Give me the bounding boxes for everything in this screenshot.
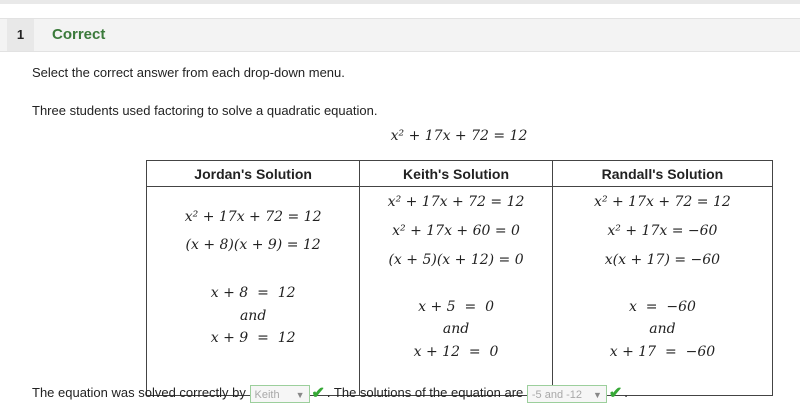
checkmark-icon: ✔ bbox=[311, 384, 325, 402]
keith-solution-cell bbox=[360, 187, 553, 396]
randall-step: and bbox=[649, 321, 676, 337]
randall-step: x + 17 = −60 bbox=[609, 344, 716, 360]
student-dropdown-value: Keith bbox=[254, 388, 280, 401]
randall-step: x² + 17x + 72 = 12 bbox=[594, 194, 731, 210]
randall-step: x = −60 bbox=[628, 299, 696, 315]
chevron-down-icon: ▼ bbox=[592, 389, 602, 400]
answer-text-after: . bbox=[624, 385, 628, 400]
question-header bbox=[0, 18, 800, 52]
randall-solution-cell bbox=[552, 187, 772, 396]
keith-step: x² + 17x + 60 = 0 bbox=[392, 223, 520, 239]
keith-step: x + 5 = 0 bbox=[418, 299, 494, 315]
status-label: Correct bbox=[52, 26, 106, 43]
checkmark-icon: ✔ bbox=[608, 384, 623, 402]
student-dropdown[interactable] bbox=[250, 385, 310, 403]
top-divider bbox=[0, 0, 800, 4]
jordan-step: and bbox=[239, 308, 267, 324]
jordan-step: x² + 17x + 72 = 12 bbox=[184, 209, 322, 225]
keith-step: x + 12 = 0 bbox=[413, 344, 499, 360]
keith-step: and bbox=[442, 321, 470, 337]
chevron-down-icon: ▼ bbox=[295, 389, 305, 400]
question-number: 1 bbox=[7, 19, 34, 51]
solutions-dropdown-value: -5 and -12 bbox=[531, 388, 583, 401]
randall-step: x² + 17x = −60 bbox=[607, 223, 718, 239]
solutions-table bbox=[146, 160, 773, 396]
answer-text-before: The equation was solved correctly by bbox=[32, 385, 246, 400]
jordan-step: x + 8 = 12 bbox=[210, 285, 296, 301]
answer-sentence bbox=[32, 384, 628, 403]
header-jordan: Jordan's Solution bbox=[147, 161, 360, 187]
answer-text-middle: . The solutions of the equation are bbox=[326, 385, 524, 400]
keith-step: (x + 5)(x + 12) = 0 bbox=[388, 252, 524, 268]
main-equation: x² + 17x + 72 = 12 bbox=[390, 128, 528, 144]
header-keith: Keith's Solution bbox=[360, 161, 553, 187]
prompt-text: Three students used factoring to solve a quadratic equation. bbox=[32, 103, 378, 118]
jordan-step: (x + 8)(x + 9) = 12 bbox=[185, 237, 321, 253]
instruction-text: Select the correct answer from each drop-down menu. bbox=[32, 65, 345, 80]
jordan-solution-cell bbox=[147, 187, 360, 396]
header-randall: Randall's Solution bbox=[552, 161, 772, 187]
jordan-step: x + 9 = 12 bbox=[210, 330, 296, 346]
keith-step: x² + 17x + 72 = 12 bbox=[387, 194, 525, 210]
solutions-dropdown[interactable] bbox=[527, 385, 607, 403]
randall-step: x(x + 17) = −60 bbox=[604, 252, 721, 268]
